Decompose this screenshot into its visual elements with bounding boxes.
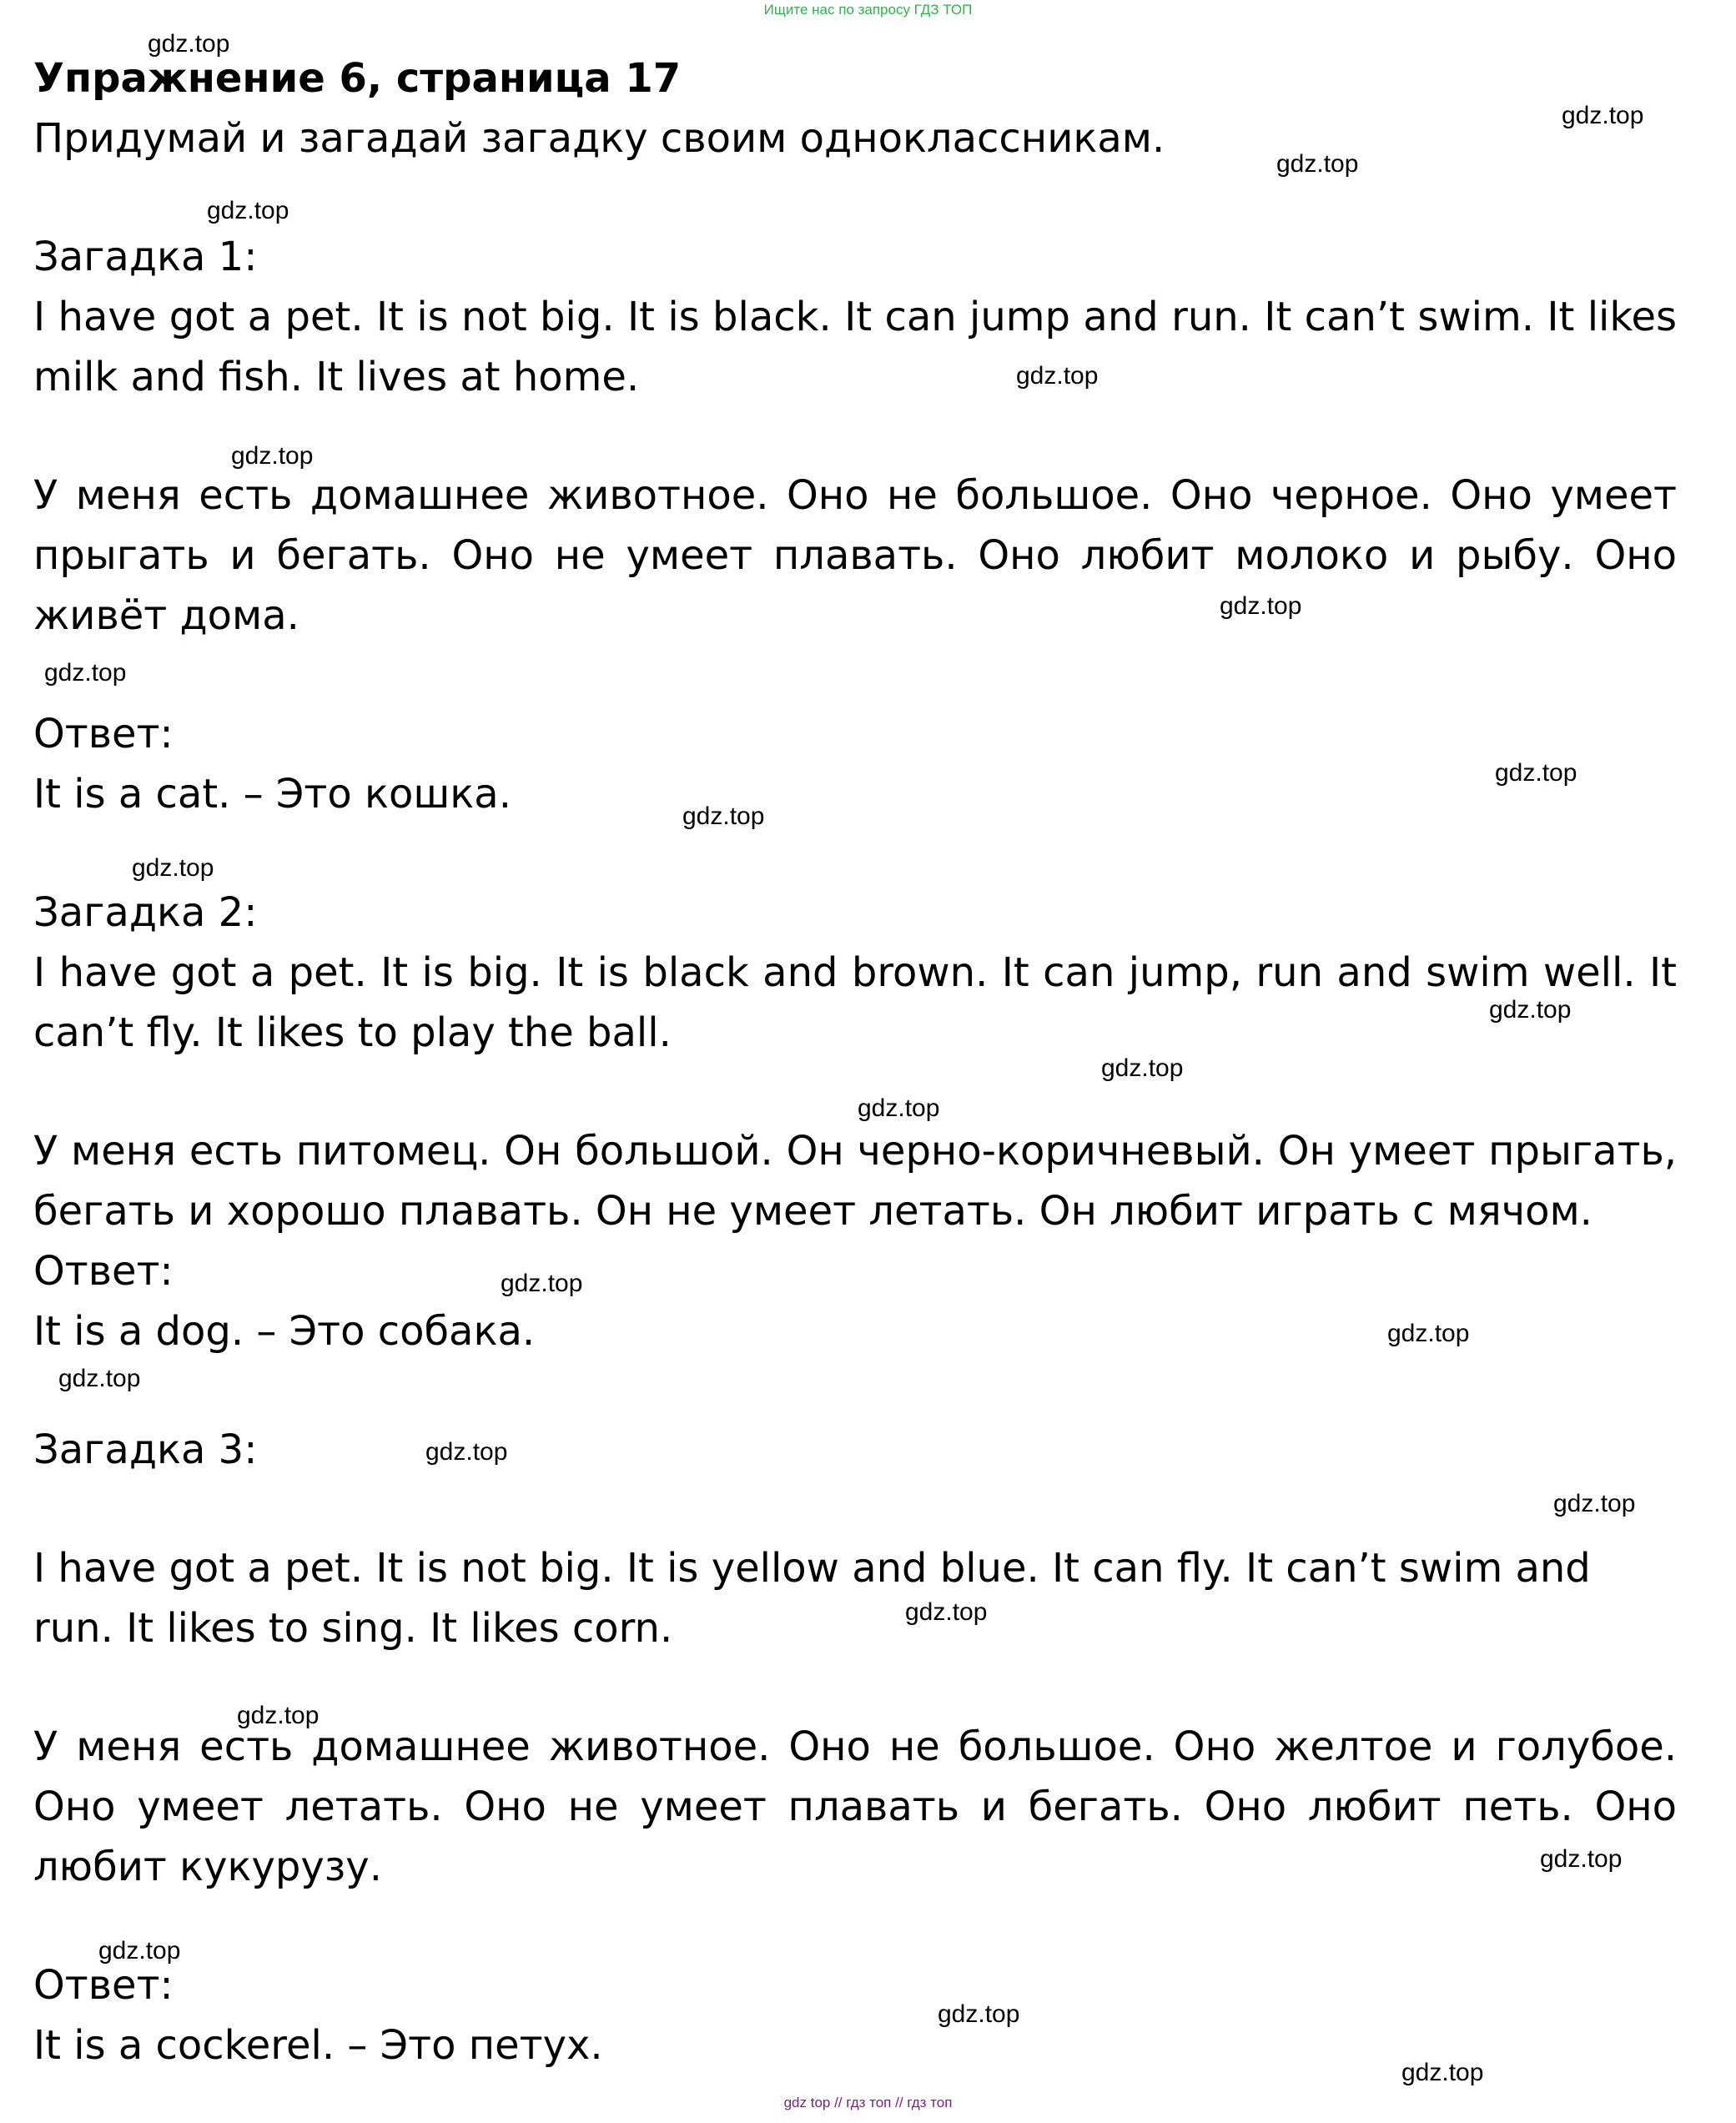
- watermark-text: gdz.top: [1220, 592, 1302, 620]
- footer-text: gdz top // гдз топ // гдз топ: [783, 2095, 953, 2110]
- watermark-text: gdz.top: [44, 659, 127, 687]
- watermark-text: gdz.top: [132, 854, 214, 882]
- riddle-label: Загадка 3:: [33, 1426, 258, 1473]
- watermark-text: gdz.top: [231, 442, 314, 470]
- riddle-3: [33, 1420, 1677, 2075]
- watermark-text: gdz.top: [207, 197, 289, 224]
- watermark-text: gdz.top: [1562, 102, 1644, 129]
- answer-label: Ответ:: [33, 1248, 174, 1295]
- watermark-text: gdz.top: [858, 1094, 940, 1122]
- document-content: [33, 48, 1677, 2075]
- watermark-text: gdz.top: [1016, 362, 1099, 390]
- watermark-text: gdz.top: [1489, 996, 1572, 1024]
- riddle-russian: У меня есть домашнее животное. Оно не большое. Оно желтое и голубое. Оно умеет летать. Оно не умеет плавать и бегать. Оно любит петь. Оно любит кукурузу.: [33, 1723, 1677, 1890]
- riddle-label: Загадка 2:: [33, 889, 258, 936]
- watermark-text: gdz.top: [1276, 150, 1359, 178]
- watermark-text: gdz.top: [938, 2000, 1020, 2028]
- riddle-russian: У меня есть питомец. Он большой. Он черно-коричневый. Он умеет прыгать, бегать и хорошо плавать. Он не умеет летать. Он любит играть с мячом.: [33, 1128, 1677, 1235]
- watermark-text: gdz.top: [1495, 759, 1577, 787]
- riddle-1: [33, 227, 1677, 824]
- watermark-text: gdz.top: [237, 1702, 320, 1729]
- exercise-title: Упражнение 6, страница 17: [33, 55, 682, 102]
- watermark-text: gdz.top: [1540, 1845, 1623, 1873]
- riddle-english: I have got a pet. It is big. It is black and brown. It can jump, run and swim well. It can’t fly. It likes to play the ball.: [33, 949, 1677, 1056]
- answer-text: It is a dog. – Это собака.: [33, 1308, 536, 1355]
- watermark-text: gdz.top: [682, 802, 765, 830]
- answer-label: Ответ:: [33, 711, 174, 757]
- watermark-text: gdz.top: [1553, 1490, 1636, 1517]
- riddle-english: I have got a pet. It is not big. It is black. It can jump and run. It can’t swim. It likes milk and fish. It lives at home.: [33, 294, 1677, 400]
- answer-label: Ответ:: [33, 1962, 174, 2009]
- riddle-2: [33, 883, 1677, 1361]
- riddle-english: I have got a pet. It is not big. It is yellow and blue. It can fly. It can’t swim and run. It likes to sing. It likes corn.: [33, 1545, 1591, 1652]
- top-banner: Ищите нас по запросу ГДЗ ТОП: [763, 2, 973, 18]
- watermark-text: gdz.top: [98, 1937, 181, 1965]
- answer-text: It is a cat. – Это кошка.: [33, 771, 511, 818]
- watermark-text: gdz.top: [905, 1598, 988, 1626]
- watermark-text: gdz.top: [58, 1365, 141, 1392]
- watermark-text: gdz.top: [1401, 2059, 1484, 2086]
- watermark-text: gdz.top: [148, 30, 230, 58]
- riddle-label: Загадка 1:: [33, 234, 258, 280]
- watermark-text: gdz.top: [1387, 1320, 1470, 1347]
- task-text: Придумай и загадай загадку своим одноклассникам.: [33, 115, 1165, 162]
- watermark-text: gdz.top: [1101, 1054, 1184, 1082]
- watermark-text: gdz.top: [501, 1270, 583, 1297]
- riddle-russian: У меня есть домашнее животное. Оно не большое. Оно черное. Оно умеет прыгать и бегать. Оно не умеет плавать. Оно любит молоко и рыбу. Оно живёт дома.: [33, 472, 1677, 639]
- answer-text: It is a cockerel. – Это петух.: [33, 2022, 603, 2069]
- watermark-text: gdz.top: [425, 1438, 508, 1466]
